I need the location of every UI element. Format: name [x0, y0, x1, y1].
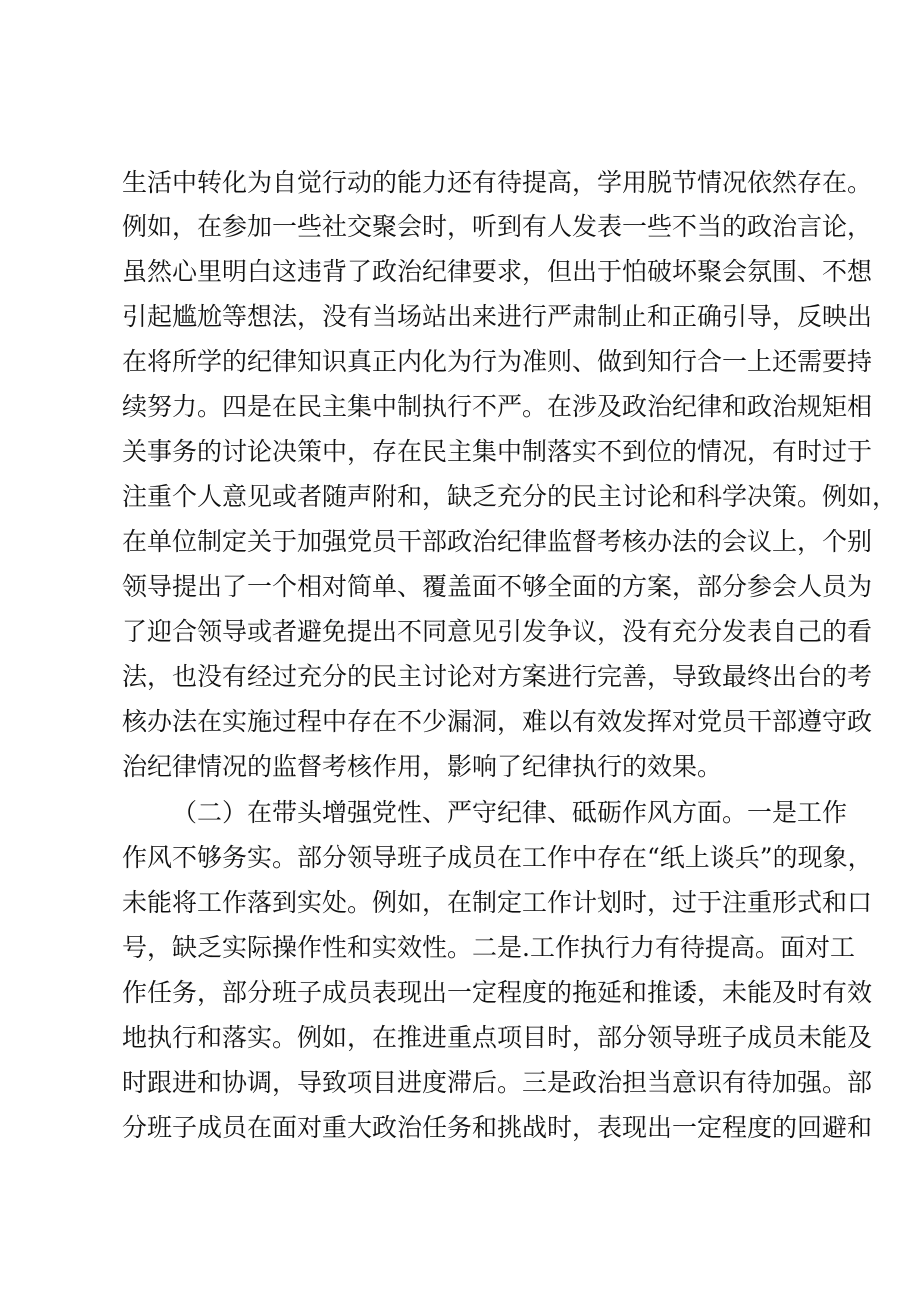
text-line: 作风不够务实。部分领导班子成员在工作中存在“纸上谈兵”的现象， — [122, 843, 873, 872]
text-line: 法，也没有经过充分的民主讨论对方案进行完善，导致最终出台的考 — [122, 662, 873, 691]
text-line: 地执行和落实。例如，在推进重点项目时，部分领导班子成员未能及 — [122, 1023, 873, 1052]
text-line: 了迎合领导或者避免提出不同意见引发争议，没有充分发表自己的看 — [122, 617, 873, 646]
text-line: 作任务，部分班子成员表现出一定程度的拖延和推诿，未能及时有效 — [122, 978, 873, 1007]
text-line: 号，缺乏实际操作性和实效性。二是.工作执行力有待提高。面对工 — [122, 933, 855, 962]
text-line: 在将所学的纪律知识真正内化为行为准则、做到知行合一上还需要持 — [122, 347, 873, 376]
text-line: 治纪律情况的监督考核作用，影响了纪律执行的效果。 — [122, 752, 723, 781]
text-line: 引起尴尬等想法，没有当场站出来进行严肃制止和正确引导，反映出 — [122, 302, 873, 331]
text-line: 在单位制定关于加强党员干部政治纪律监督考核办法的会议上，个别 — [122, 527, 873, 556]
text-line: 分班子成员在面对重大政治任务和挑战时，表现出一定程度的回避和 — [122, 1113, 873, 1142]
text-line: 关事务的讨论决策中，存在民主集中制落实不到位的情况，有时过于 — [122, 437, 873, 466]
text-line: 时跟进和协调，导致项目进度滞后。三是政治担当意识有待加强。部 — [122, 1068, 873, 1097]
text-line: 续努力。四是在民主集中制执行不严。在涉及政治纪律和政治规矩相 — [122, 392, 873, 421]
text-line: 例如，在参加一些社交聚会时，听到有人发表一些不当的政治言论， — [122, 212, 873, 241]
text-line: 核办法在实施过程中存在不少漏洞，难以有效发挥对党员干部遵守政 — [122, 707, 873, 736]
text-line: 生活中转化为自觉行动的能力还有待提高，学用脱节情况依然存在。 — [122, 168, 873, 197]
text-line: （二）在带头增强党性、严守纪律、砥砺作风方面。一是工作 — [172, 798, 848, 827]
text-line: 未能将工作落到实处。例如，在制定工作计划时，过于注重形式和口 — [122, 888, 873, 917]
text-line: 虽然心里明白这违背了政治纪律要求，但出于怕破坏聚会氛围、不想 — [122, 257, 873, 286]
text-line: 领导提出了一个相对简单、覆盖面不够全面的方案，部分参会人员为 — [122, 572, 873, 601]
text-line: 注重个人意见或者随声附和，缺乏充分的民主讨论和科学决策。例如， — [122, 482, 898, 511]
